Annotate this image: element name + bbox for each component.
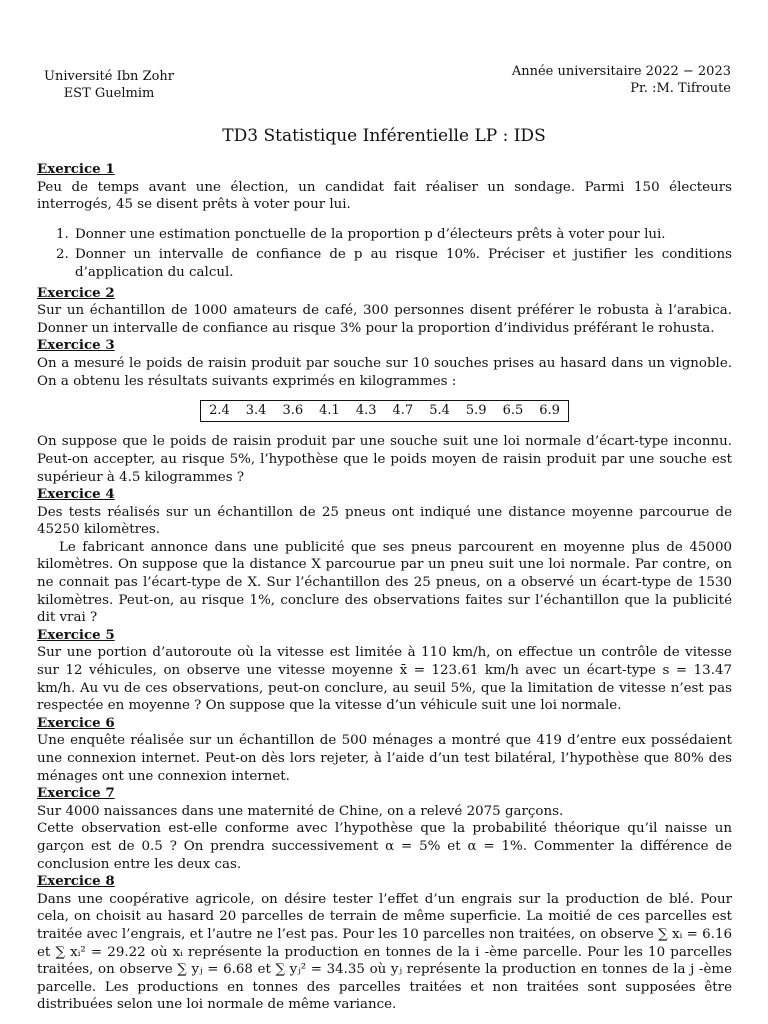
exercise-2	[37, 285, 732, 338]
exercise-6	[37, 715, 732, 785]
exercise-3-statement: On a mesuré le poids de raisin produit par souche sur 10 souches prises au hasard dans un vignoble. On a obtenu les résultats suivants exprimés en kilogrammes :	[37, 355, 732, 389]
exercise-5-heading: Exercice 5	[37, 626, 115, 643]
exercise-8	[37, 873, 732, 1014]
institution-block	[36, 68, 182, 102]
exercise-8-heading: Exercice 8	[37, 873, 115, 890]
weight-cell: 2.4	[209, 403, 230, 419]
exercise-2-heading: Exercice 2	[37, 284, 115, 301]
weight-cell: 5.4	[429, 403, 450, 419]
exercise-4-question: Le fabricant annonce dans une publicité que ses pneus parcourent en moyenne plus de 45000 kilomètres. On suppose que la distance X parcourue par un pneu suit une loi normale. Par contre, on ne connait pas l’écart-type de X. Sur l’échantillon des 25 pneus, on a observé un écart-type de 1530 kilomètres. Peut-on, au risque 1%, conclure des observations faites sur l’échantillon que la publicité dit vrai ?	[37, 539, 732, 626]
exercise-1-question-2: 2. Donner un intervalle de confiance de p au risque 10%. Préciser et justifier les conditions d’application du calcul.	[73, 246, 732, 281]
exercise-3-heading: Exercice 3	[37, 337, 115, 354]
exercise-5-statement: Sur une portion d’autoroute où la vitesse est limitée à 110 km/h, on effectue un contrôle de vitesse sur 12 véhicules, on observe une vitesse moyenne x̄ = 123.61 km/h avec un écart-type s = 13.47 km/h. Au vu de ces observations, peut-on conclure, au seuil 5%, que la limitation de vitesse n’est pas respectée en moyenne ? On suppose que la vitesse d’un véhicule suit une loi normale.	[37, 645, 732, 714]
university-name: Université Ibn Zohr	[43, 69, 175, 84]
exercise-4	[37, 486, 732, 627]
document-body	[37, 161, 732, 1014]
exercise-7-question: Cette observation est-elle conforme avec l’hypothèse que la probabilité théorique qu’il naisse un garçon est de 0.5 ? On prendra successivement α = 5% et α = 1%. Commenter la différence de conclusion entre les deux cas.	[37, 821, 732, 872]
exercise-7	[37, 785, 732, 873]
weight-cell: 4.3	[355, 403, 377, 419]
exercise-1-questions	[37, 226, 732, 282]
exercise-6-statement: Une enquête réalisée sur un échantillon de 500 ménages a montré que 419 d’entre eux possédaient une connexion internet. Peut-on dès lors rejeter, à l’aide d’un test bilatéral, l’hypothèse que 80% des ménages ont une connexion internet.	[37, 733, 732, 784]
exercise-6-heading: Exercice 6	[37, 714, 115, 731]
exercise-4-heading: Exercice 4	[37, 486, 115, 503]
weight-cell: 4.1	[319, 403, 340, 419]
weight-cell: 3.4	[245, 403, 267, 419]
exercise-1-statement: Peu de temps avant une élection, un candidat fait réaliser un sondage. Parmi 150 électeurs interrogés, 45 se disent prêts à voter pour lui.	[37, 179, 732, 213]
exercise-8-statement: Dans une coopérative agricole, on désire tester l’effet d’un engrais sur la production de blé. Pour cela, on choisit au hasard 20 parcelles de terrain de même superficie. La moitié de ces parcelles est traitée avec l’engrais, et l’autre ne l’est pas. Pour les 10 parcelles non traitées, on observe ∑ xᵢ = 6.16 et ∑ xᵢ² = 29.22 où xᵢ représente la production en tonnes de la i -ème parcelle. Pour les 10 parcelles traitées, on observe ∑ yⱼ = 6.68 et ∑ yⱼ² = 34.35 où yⱼ représente la production en tonnes de la j -ème parcelle. Les productions en tonnes des parcelles traitées et non traitées sont supposées être distribuées selon une loi normale de même variance.	[37, 891, 732, 1013]
exercise-7-heading: Exercice 7	[37, 785, 115, 802]
exercise-4-statement: Des tests réalisés sur un échantillon de 25 pneus ont indiqué une distance moyenne parcourue de 45250 kilomètres.	[37, 504, 732, 538]
exercise-5	[37, 627, 732, 715]
weight-cell: 3.6	[282, 403, 304, 419]
weights-table	[200, 400, 569, 422]
weights-table-wrapper	[37, 400, 732, 425]
weight-cell: 4.7	[392, 403, 414, 419]
year-author-block	[512, 63, 731, 97]
exercise-7-statement: Sur 4000 naissances dans une maternité de Chine, on a relevé 2075 garçons.	[37, 803, 564, 819]
academic-year: Année universitaire 2022 − 2023	[511, 64, 731, 79]
weight-cell: 5.9	[465, 403, 487, 419]
document-title: TD3 Statistique Inférentielle LP : IDS	[222, 126, 546, 146]
exercise-1-question-1: 1. Donner une estimation ponctuelle de la proportion p d’électeurs prêts à voter pour lui.	[73, 226, 732, 244]
exercise-1	[37, 161, 732, 282]
school-name: EST Guelmim	[63, 86, 155, 101]
exercise-3	[37, 337, 732, 486]
weight-cell: 6.5	[502, 403, 524, 419]
weights-row	[201, 401, 569, 422]
exercise-2-statement: Sur un échantillon de 1000 amateurs de café, 300 personnes disent préférer le robusta à l’arabica. Donner un intervalle de confiance au risque 3% pour la proportion d’individus préférant le rohusta.	[37, 303, 732, 336]
exercise-3-question: On suppose que le poids de raisin produit par une souche suit une loi normale d’écart-type inconnu. Peut-on accepter, au risque 5%, l’hypothèse que le poids moyen de raisin produit par une souche est supérieur à 4.5 kilogrammes ?	[37, 434, 732, 485]
weight-cell: 6.9	[539, 403, 560, 419]
professor-name: Pr. :M. Tifroute	[630, 81, 731, 96]
exercise-1-heading: Exercice 1	[37, 161, 115, 177]
